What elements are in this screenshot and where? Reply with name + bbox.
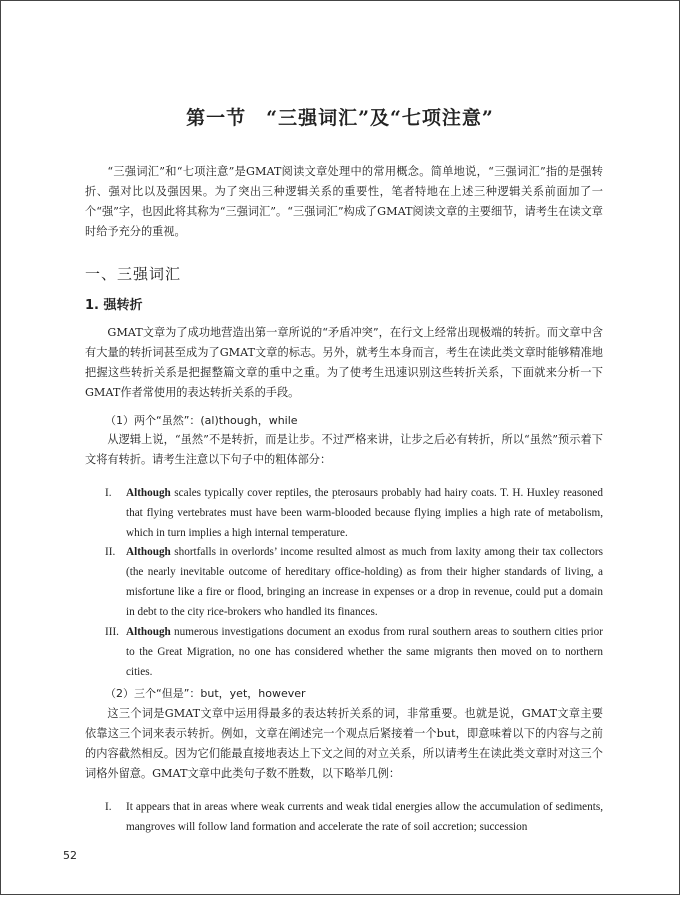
example-bold-word: Although (126, 487, 171, 499)
body-paragraph: 从逻辑上说，“虽然”不是转折，而是让步。不过严格来讲，让步之后必有转折，所以“虽然”预示着下文将有转折。请考生注意以下句子中的粗体部分： (85, 433, 603, 466)
example-number: I. (105, 801, 112, 813)
example-text: It appears that in areas where weak currents and weak tidal energies allow the accumulation of sediments, mangroves will follow land formation and accelerate the rate of soil accretion; succession (126, 801, 603, 833)
example-item (105, 797, 603, 837)
example-item (105, 483, 603, 543)
example-text: numerous investigations document an exodus from rural southern areas to southern cities prior to the Great Migration, no one has considered whether the same migrants then moved on to northern cities. (126, 626, 603, 678)
page-title: 第一节 “三强词汇”及“七项注意” (186, 107, 494, 129)
body-paragraph: 这三个词是GMAT文章中运用得最多的表达转折关系的词，非常重要。也就是说，GMAT文章主要依靠这三个词来表示转折。例如，文章在阐述完一个观点后紧接着一个but，即意味着以下的内容与之前的内容截然相反。因为它们能最直接地表达上下文之间的对立关系，所以请考生在读此类文章时对这三个词格外留意。GMAT文章中此类句子数不胜数，以下略举几例： (85, 707, 603, 780)
body-paragraph: GMAT文章为了成功地营造出第一章所说的“矛盾冲突”，在行文上经常出现极端的转折。而文章中含有大量的转折词甚至成为了GMAT文章的标志。另外，就考生本身而言，考生在读此类文章时能够精准地把握这些转折关系是把握整篇文章的重中之重。为了使考生迅速识别这些转折关系，下面就来分析一下GMAT作者常使用的表达转折关系的手段。 (85, 326, 603, 399)
example-bold-word: Although (126, 546, 171, 558)
subsection-heading: 1. 强转折 (85, 298, 143, 313)
intro-paragraph: “三强词汇”和“七项注意”是GMAT阅读文章处理中的常用概念。简单地说，“三强词汇”指的是强转折、强对比以及强因果。为了突出三种逻辑关系的重要性，笔者特地在上述三种逻辑关系前面加了一个“强”字，也因此将其称为“三强词汇”。“三强词汇”构成了GMAT阅读文章的主要细节，请考生在读文章时给予充分的重视。 (85, 165, 603, 238)
example-number: II. (105, 546, 116, 558)
example-item (105, 542, 603, 622)
example-text: shortfalls in overlords’ income resulted almost as much from laxity among their tax collectors (the nearly inevitable outcome of hereditary office-holding) as from their higher standards of living, a misfortune like a fire or flood, bringing an increase in expenses or a drop in revenue, could put a domain in debt to the city rice-brokers who handled its finances. (126, 546, 603, 618)
example-item (105, 622, 603, 682)
sub-heading-although: （1）两个“虽然”：(al)though，while (105, 414, 298, 427)
example-number: III. (105, 626, 119, 638)
page-number: 52 (63, 849, 77, 862)
section-heading: 一、三强词汇 (85, 265, 182, 283)
example-text: scales typically cover reptiles, the pterosaurs probably had hairy coats. T. H. Huxley reasoned that flying vertebrates must have been warm-blooded because flying implies a high rate of metabolism, which in turn implies a high internal temperature. (126, 487, 603, 539)
sub-heading-but: （2）三个“但是”：but，yet，however (105, 687, 306, 700)
example-number: I. (105, 487, 112, 499)
example-bold-word: Although (126, 626, 171, 638)
